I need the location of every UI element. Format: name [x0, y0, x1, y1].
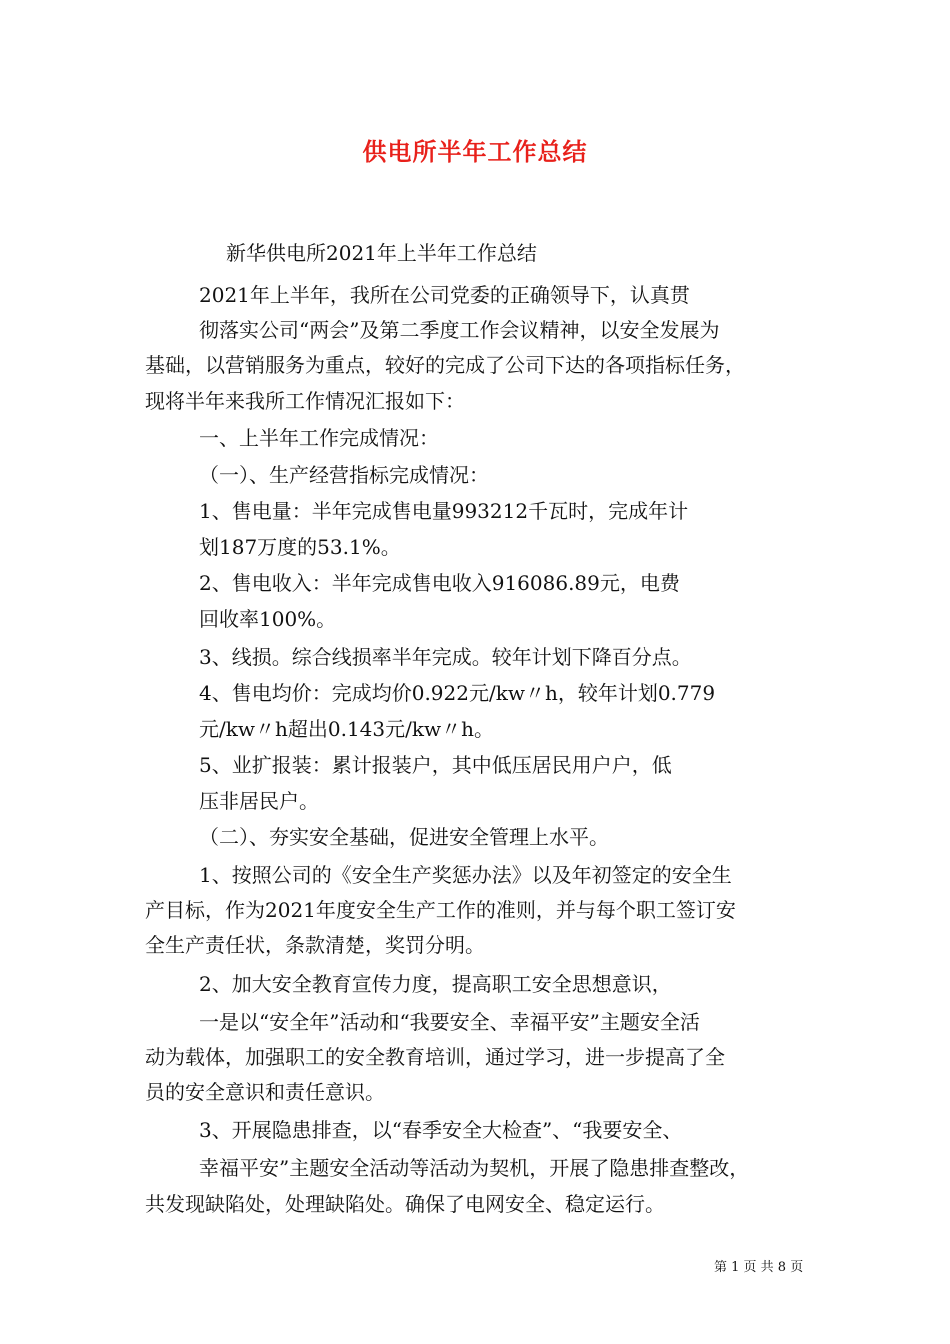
body-line: 1、售电量：半年完成售电量993212千瓦时，完成年计 — [199, 499, 689, 523]
body-line: 一、上半年工作完成情况： — [199, 426, 439, 450]
body-line: 幸福平安”主题安全活动等活动为契机，开展了隐患排查整改， — [199, 1156, 750, 1180]
body-line: 现将半年来我所工作情况汇报如下： — [145, 389, 465, 413]
body-line: 划187万度的53.1%。 — [199, 535, 401, 559]
body-line: 2、加大安全教育宣传力度，提高职工安全思想意识， — [199, 972, 672, 996]
page-indicator: 第 1 页 共 8 页 — [714, 1260, 804, 1275]
body-line: 全生产责任状，条款清楚，奖罚分明。 — [145, 933, 485, 957]
body-line: 压非居民户。 — [199, 789, 319, 813]
document-title: 供电所半年工作总结 — [362, 137, 588, 166]
body-line: 彻落实公司“两会”及第二季度工作会议精神，以安全发展为 — [199, 318, 720, 342]
body-line: 2021年上半年，我所在公司党委的正确领导下，认真贯 — [199, 283, 690, 307]
body-line: 新华供电所2021年上半年工作总结 — [226, 241, 537, 265]
body-line: 一是以“安全年”活动和“我要安全、幸福平安”主题安全活 — [199, 1010, 700, 1034]
body-line: 共发现缺陷处，处理缺陷处。确保了电网安全、稳定运行。 — [145, 1192, 665, 1216]
body-line: 动为载体，加强职工的安全教育培训，通过学习，进一步提高了全 — [145, 1045, 725, 1069]
body-line: 2、售电收入：半年完成售电收入916086.89元，电费 — [199, 571, 680, 595]
body-line: 3、开展隐患排查，以“春季安全大检查”、“我要安全、 — [199, 1118, 683, 1142]
body-line: （二）、夯实安全基础，促进安全管理上水平。 — [199, 825, 609, 849]
body-line: 1、按照公司的《安全生产奖惩办法》以及年初签定的安全生 — [199, 863, 732, 887]
body-line: 元/kw〃h超出0.143元/kw〃h。 — [199, 717, 494, 741]
body-line: 3、线损。综合线损率半年完成。较年计划下降百分点。 — [199, 645, 692, 669]
body-line: （一）、生产经营指标完成情况： — [199, 463, 489, 487]
body-line: 5、业扩报装：累计报装户，其中低压居民用户户，低 — [199, 753, 672, 777]
body-line: 4、售电均价：完成均价0.922元/kw〃h，较年计划0.779 — [199, 681, 716, 705]
body-line: 回收率100%。 — [199, 607, 337, 631]
body-line: 员的安全意识和责任意识。 — [145, 1080, 385, 1104]
body-line: 基础，以营销服务为重点，较好的完成了公司下达的各项指标任务， — [145, 353, 745, 377]
body-line: 产目标，作为2021年度安全生产工作的准则，并与每个职工签订安 — [145, 898, 736, 922]
